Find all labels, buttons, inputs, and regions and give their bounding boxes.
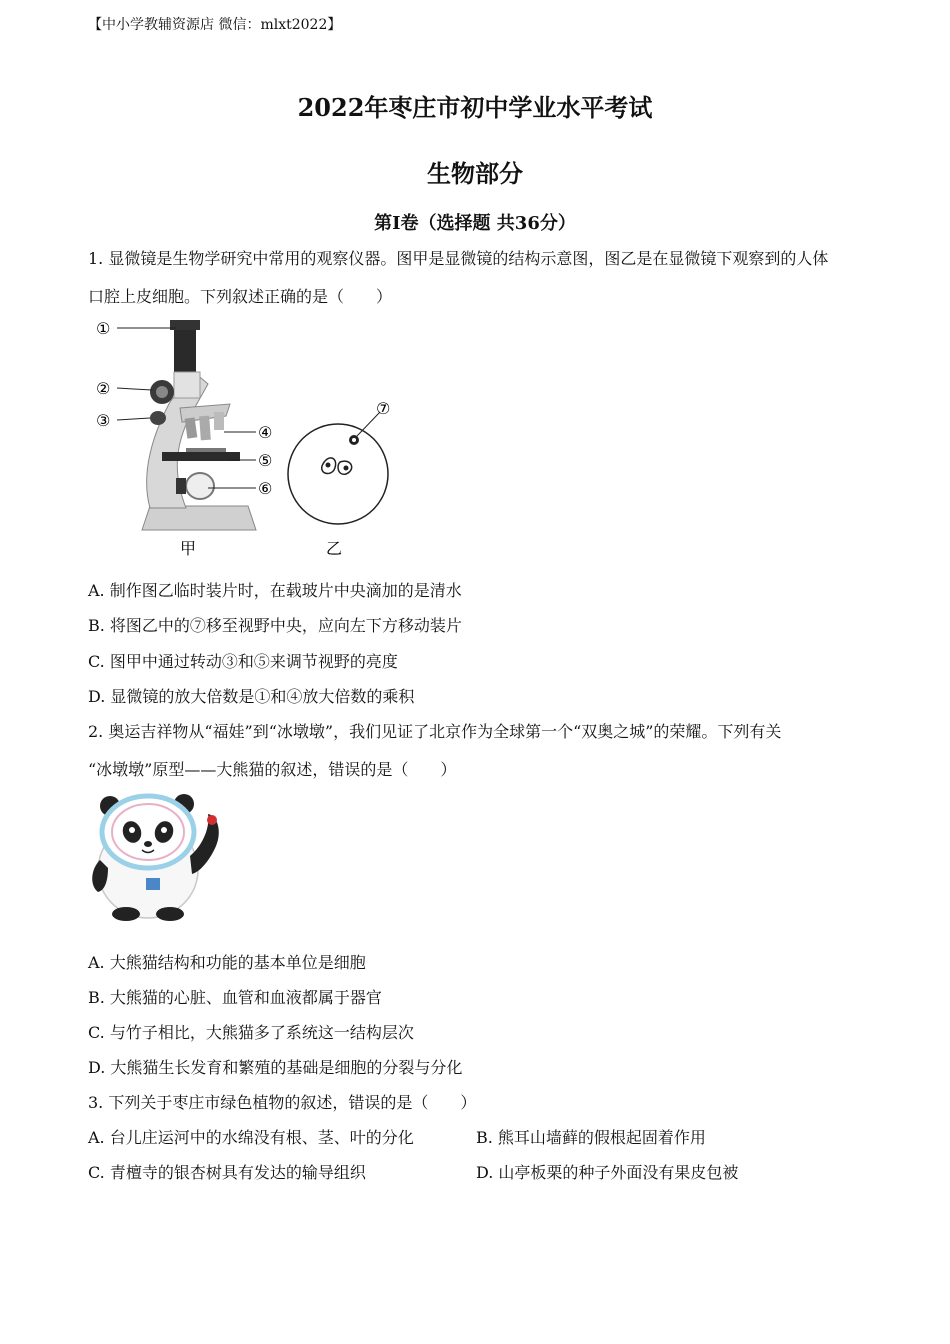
label-6: ⑥	[258, 479, 273, 498]
label-3: ③	[96, 411, 111, 430]
q1-option-b: B. 将图乙中的⑦移至视野中央，应向左下方移动装片	[88, 616, 462, 635]
q1-option-d: D. 显微镜的放大倍数是①和④放大倍数的乘积	[88, 687, 415, 706]
q3-option-c: C. 青檀寺的银杏树具有发达的输导组织	[88, 1163, 366, 1182]
q1-option-c: C. 图甲中通过转动③和⑤来调节视野的亮度	[88, 652, 398, 671]
header-note: 【中小学教辅资源店 微信：mlxt2022】	[88, 17, 342, 33]
label-7: ⑦	[376, 399, 391, 418]
caption-yi: 乙	[326, 539, 343, 558]
bing-dwen-dwen-image	[86, 786, 226, 922]
caption-jia: 甲	[180, 539, 197, 558]
label-5: ⑤	[258, 451, 273, 470]
q2-option-d: D. 大熊猫生长发育和繁殖的基础是细胞的分裂与分化	[88, 1058, 463, 1077]
label-4: ④	[258, 423, 273, 442]
q3-stem: 3. 下列关于枣庄市绿色植物的叙述，错误的是（ ）	[88, 1093, 477, 1112]
q1-option-a: A. 制作图乙临时装片时，在载玻片中央滴加的是清水	[88, 581, 462, 600]
section-title: 第Ⅰ卷（选择题 共36分）	[374, 213, 576, 234]
q3-option-b: B. 熊耳山墙藓的假根起固着作用	[476, 1128, 706, 1147]
exam-title: 2022年枣庄市初中学业水平考试	[297, 93, 653, 122]
q3-option-a: A. 台儿庄运河中的水绵没有根、茎、叶的分化	[88, 1128, 414, 1147]
label-1: ①	[96, 319, 111, 338]
q2-option-a: A. 大熊猫结构和功能的基本单位是细胞	[88, 953, 366, 972]
q2-stem-line-2: “冰墩墩”原型——大熊猫的叙述，错误的是（ ）	[88, 760, 457, 779]
q3-option-d: D. 山亭板栗的种子外面没有果皮包被	[476, 1163, 739, 1182]
q1-stem-line-2: 口腔上皮细胞。下列叙述正确的是（ ）	[88, 287, 393, 306]
q2-option-c: C. 与竹子相比，大熊猫多了系统这一结构层次	[88, 1023, 414, 1042]
label-2: ②	[96, 379, 111, 398]
q2-stem-line-1: 2. 奥运吉祥物从“福娃”到“冰墩墩”，我们见证了北京作为全球第一个“双奥之城”的荣耀。下列有关	[88, 722, 782, 741]
microscope-figure	[90, 312, 410, 562]
q2-option-b: B. 大熊猫的心脏、血管和血液都属于器官	[88, 988, 382, 1007]
subject-title: 生物部分	[427, 159, 523, 188]
q1-stem-line-1: 1. 显微镜是生物学研究中常用的观察仪器。图甲是显微镜的结构示意图，图乙是在显微镜下观察到的人体	[88, 249, 829, 268]
